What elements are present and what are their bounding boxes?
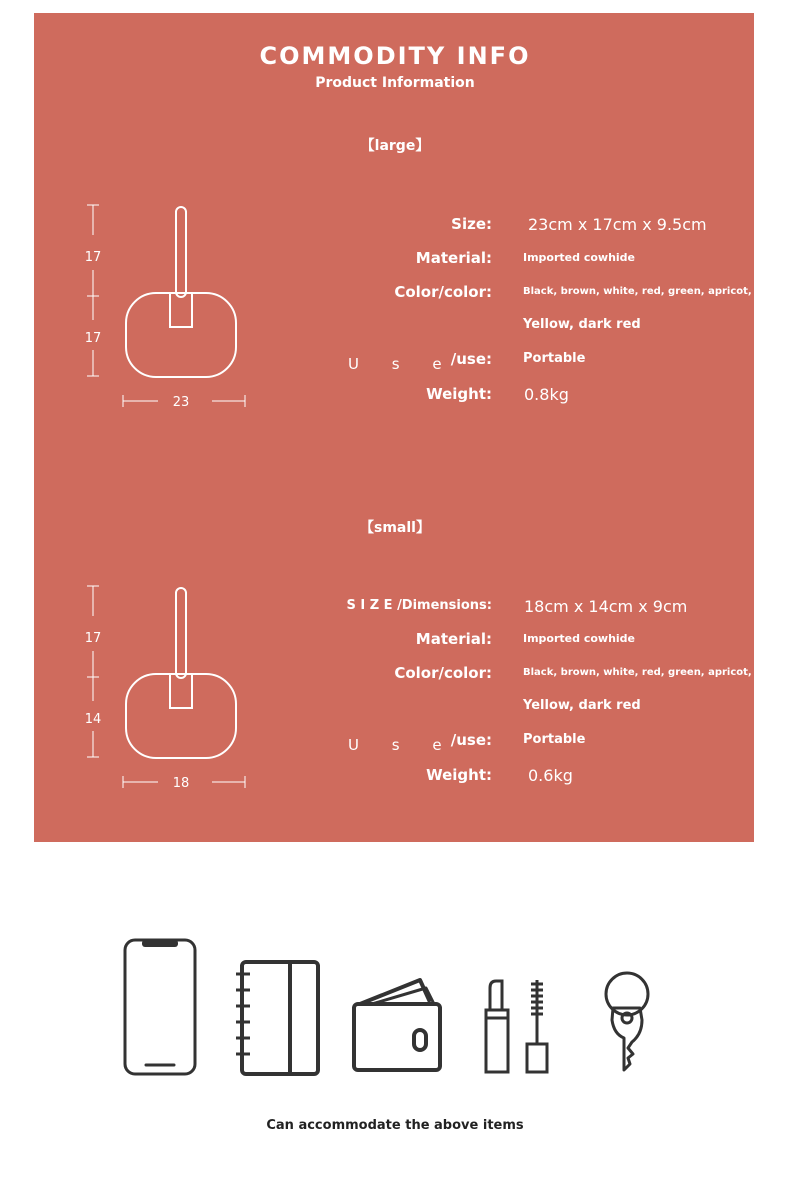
large-dim-width: 23 [172, 395, 190, 410]
large-color-value-1: Black, brown, white, red, green, apricot, [523, 286, 752, 297]
large-size-label: Size: [451, 215, 492, 233]
large-dim-top: 17 [84, 250, 102, 265]
large-heading: 【large】 [360, 138, 430, 154]
small-color-value-1: Black, brown, white, red, green, apricot, [523, 667, 752, 678]
notebook-icon [232, 958, 322, 1078]
large-dim-bottom: 17 [84, 331, 102, 346]
small-material-label: Material: [415, 630, 492, 648]
small-color-value-2: Yellow, dark red [523, 698, 641, 713]
large-use-letters: U s e [348, 355, 456, 373]
small-dim-top: 17 [84, 631, 102, 646]
large-material-value: Imported cowhide [523, 251, 636, 264]
large-use-label: /use: [450, 350, 492, 368]
small-dim-width: 18 [172, 776, 190, 791]
small-use-label: /use: [450, 731, 492, 749]
small-weight-value: 0.6kg [528, 766, 573, 785]
page-title: COMMODITY INFO [259, 42, 531, 70]
phone-icon [122, 938, 198, 1078]
large-material-label: Material: [415, 249, 492, 267]
accommodated-items [0, 930, 790, 1090]
small-material-value: Imported cowhide [523, 632, 636, 645]
small-use-letters: U s e [348, 736, 456, 754]
wallet-icon [350, 976, 444, 1076]
small-size-label: S I Z E /Dimensions: [346, 598, 492, 613]
large-color-label: Color/color: [394, 283, 492, 301]
small-size-value: 18cm x 14cm x 9cm [524, 597, 688, 616]
large-weight-value: 0.8kg [524, 385, 569, 404]
page-subtitle: Product Information [315, 75, 475, 91]
large-size-value: 23cm x 17cm x 9.5cm [528, 215, 707, 234]
small-weight-label: Weight: [426, 766, 492, 784]
small-dim-bottom: 14 [84, 712, 102, 727]
lipstick-mascara-icon [480, 978, 556, 1078]
small-heading: 【small】 [360, 520, 430, 536]
large-color-value-2: Yellow, dark red [523, 317, 641, 332]
small-color-label: Color/color: [394, 664, 492, 682]
key-icon [600, 970, 656, 1076]
large-weight-label: Weight: [426, 385, 492, 403]
large-use-value: Portable [523, 351, 586, 366]
small-use-value: Portable [523, 732, 586, 747]
items-caption: Can accommodate the above items [266, 1118, 524, 1133]
